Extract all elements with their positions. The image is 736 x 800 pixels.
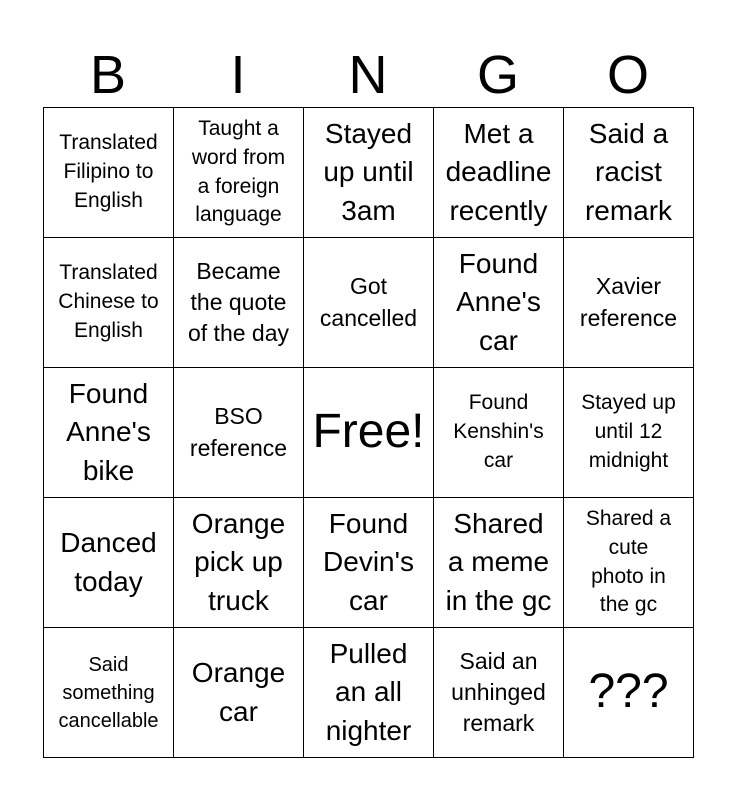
bingo-cell-r1-c3[interactable]: Stayed up until 3am	[304, 108, 434, 238]
bingo-header	[43, 44, 693, 106]
bingo-cell-r4-c3[interactable]: Found Devin's car	[304, 498, 434, 628]
bingo-cell-r1-c1[interactable]: Translated Filipino to English	[44, 108, 174, 238]
header-letter-b: B	[89, 45, 127, 105]
bingo-cell-r5-c1[interactable]: Said something cancellable	[44, 628, 174, 758]
bingo-cell-r2-c2[interactable]: Became the quote of the day	[174, 238, 304, 368]
header-letter-g: G	[476, 45, 519, 105]
bingo-cell-r2-c1[interactable]: Translated Chinese to English	[44, 238, 174, 368]
bingo-cell-r3-c1[interactable]: Found Anne's bike	[44, 368, 174, 498]
bingo-cell-r4-c5[interactable]: Shared a cute photo in the gc	[564, 498, 694, 628]
bingo-cell-free[interactable]: Free!	[304, 368, 434, 498]
header-letter-n: N	[348, 45, 388, 105]
bingo-cell-r5-c3[interactable]: Pulled an all nighter	[304, 628, 434, 758]
bingo-cell-r2-c3[interactable]: Got cancelled	[304, 238, 434, 368]
bingo-cell-r3-c2[interactable]: BSO reference	[174, 368, 304, 498]
header-letter-i: I	[230, 45, 246, 105]
bingo-cell-r1-c2[interactable]: Taught a word from a foreign language	[174, 108, 304, 238]
bingo-cell-r5-c2[interactable]: Orange car	[174, 628, 304, 758]
bingo-board	[43, 107, 694, 758]
bingo-cell-r5-c5[interactable]: ???	[564, 628, 694, 758]
bingo-cell-r4-c4[interactable]: Shared a meme in the gc	[434, 498, 564, 628]
bingo-cell-r1-c5[interactable]: Said a racist remark	[564, 108, 694, 238]
bingo-cell-r5-c4[interactable]: Said an unhinged remark	[434, 628, 564, 758]
bingo-cell-r4-c2[interactable]: Orange pick up truck	[174, 498, 304, 628]
header-letter-o: O	[606, 45, 649, 105]
bingo-cell-r4-c1[interactable]: Danced today	[44, 498, 174, 628]
bingo-cell-r1-c4[interactable]: Met a deadline recently	[434, 108, 564, 238]
bingo-cell-r2-c5[interactable]: Xavier reference	[564, 238, 694, 368]
bingo-cell-r3-c4[interactable]: Found Kenshin's car	[434, 368, 564, 498]
bingo-cell-r3-c5[interactable]: Stayed up until 12 midnight	[564, 368, 694, 498]
bingo-cell-r2-c4[interactable]: Found Anne's car	[434, 238, 564, 368]
